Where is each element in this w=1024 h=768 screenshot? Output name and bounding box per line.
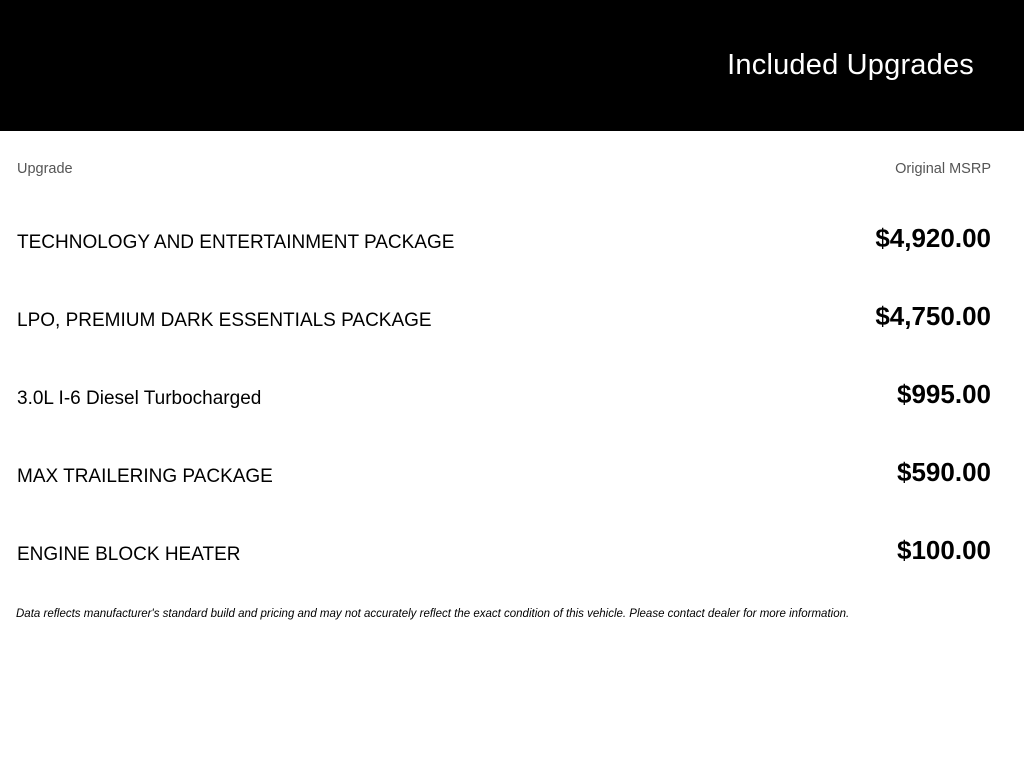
column-header-upgrade: Upgrade — [17, 161, 73, 177]
table-row — [16, 489, 992, 567]
upgrade-name: 3.0L I-6 Diesel Turbocharged — [17, 388, 262, 409]
table-header — [16, 131, 992, 177]
disclaimer-text: Data reflects manufacturer's standard build and pricing and may not accurately reflect the exact condition of this vehicle. Please contact dealer for more information. — [16, 608, 850, 620]
upgrade-price: $4,920.00 — [875, 223, 991, 253]
page-header — [0, 0, 1024, 131]
table-row — [16, 411, 992, 489]
upgrade-name: MAX TRAILERING PACKAGE — [17, 466, 273, 487]
upgrade-name: LPO, PREMIUM DARK ESSENTIALS PACKAGE — [17, 310, 432, 331]
page-title: Included Upgrades — [727, 49, 974, 81]
upgrade-price: $590.00 — [897, 457, 991, 487]
upgrade-name: TECHNOLOGY AND ENTERTAINMENT PACKAGE — [17, 232, 455, 253]
upgrade-name: ENGINE BLOCK HEATER — [17, 544, 241, 565]
upgrades-content — [0, 131, 1024, 622]
upgrade-price: $995.00 — [897, 379, 991, 409]
table-body — [16, 177, 992, 567]
table-row — [16, 177, 992, 255]
upgrade-price: $4,750.00 — [875, 301, 991, 331]
upgrade-price: $100.00 — [897, 535, 991, 565]
upgrades-table — [16, 131, 992, 567]
table-row — [16, 333, 992, 411]
table-row — [16, 255, 992, 333]
table-header-row — [16, 131, 992, 177]
column-header-msrp: Original MSRP — [895, 161, 991, 177]
